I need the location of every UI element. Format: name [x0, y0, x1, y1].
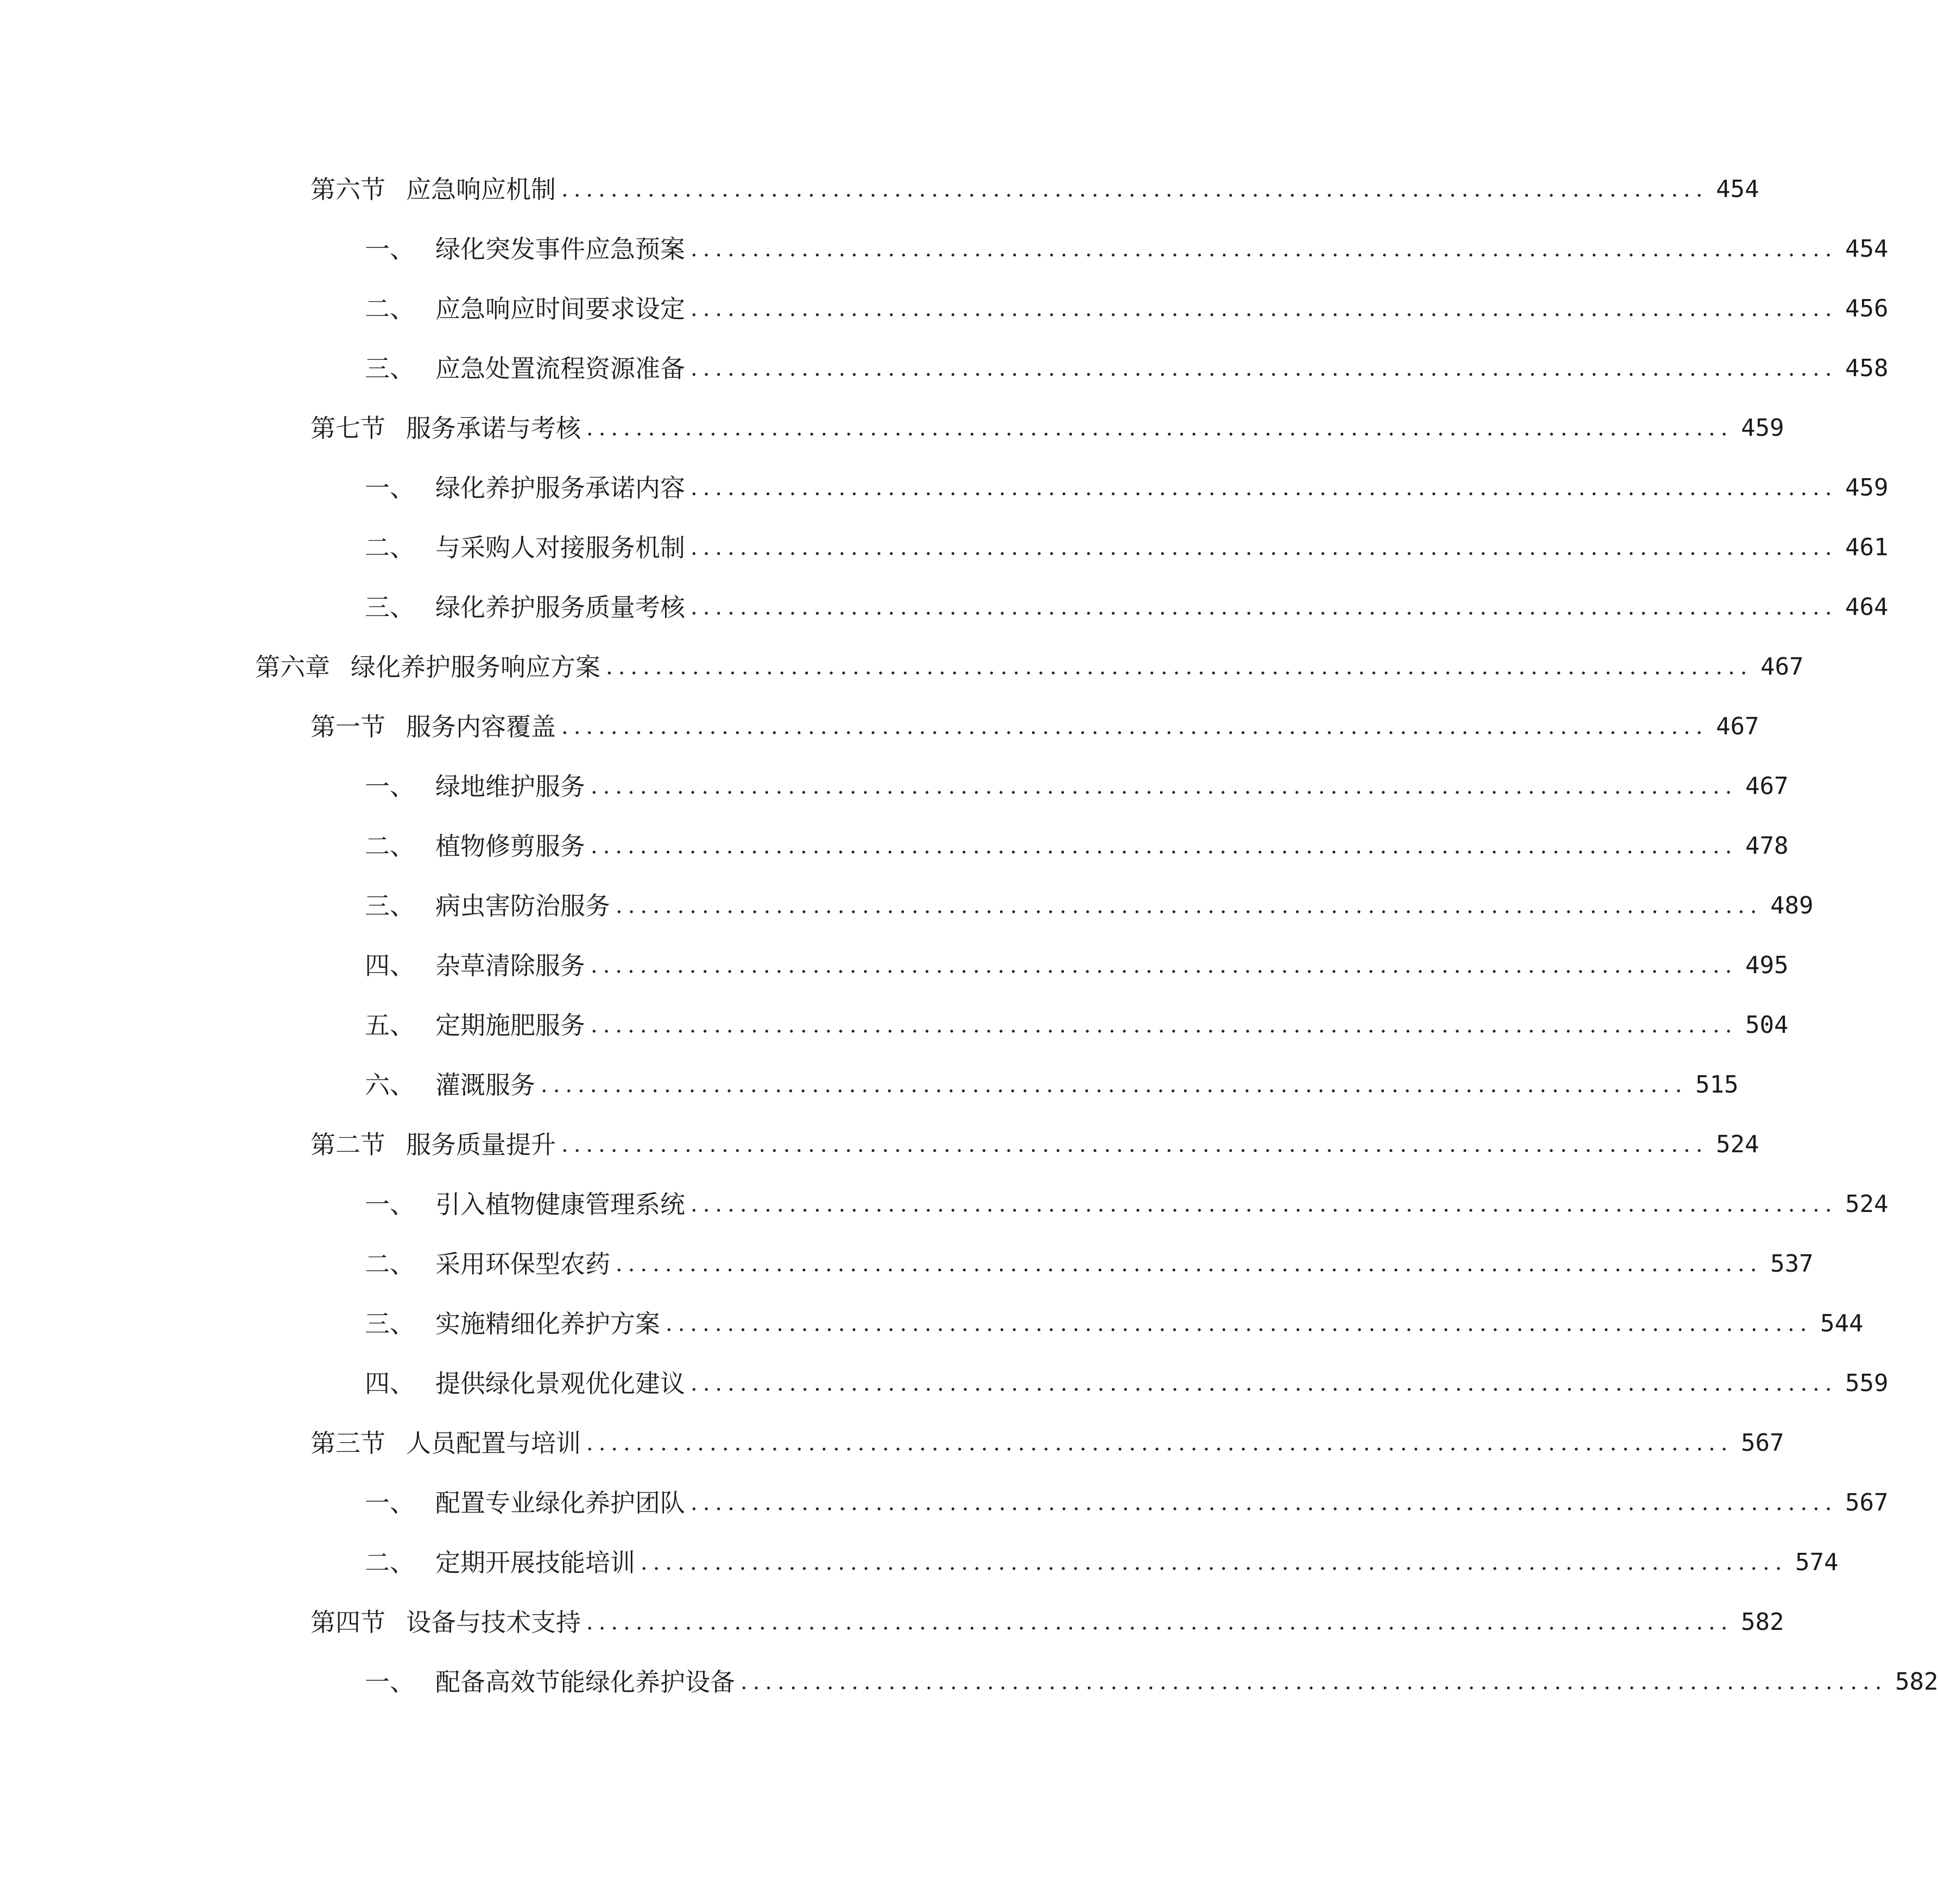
toc-entry-page: 467 — [1760, 653, 1804, 681]
toc-entry-number: 六、 — [365, 1070, 415, 1100]
toc-entry-title: 服务内容覆盖 — [406, 712, 556, 741]
toc-entry-title: 绿化养护服务响应方案 — [351, 652, 600, 682]
toc-entry-page: 582 — [1741, 1608, 1784, 1636]
dot-leader: ............................................................................................. — [691, 237, 1838, 262]
toc-entry-number: 一、 — [365, 473, 415, 503]
dot-leader: ............................................................................................. — [641, 1550, 1788, 1575]
toc-entry[interactable] — [365, 529, 1889, 567]
toc-entry-title: 与采购人对接服务机制 — [435, 533, 685, 562]
toc-entry-title: 采用环保型农药 — [435, 1249, 610, 1279]
toc-entry-title: 配备高效节能绿化养护设备 — [435, 1667, 735, 1697]
toc-entry-title: 应急处置流程资源准备 — [435, 354, 685, 383]
toc-entry-page: 458 — [1845, 354, 1889, 382]
toc-entry-page: 567 — [1845, 1489, 1889, 1516]
toc-entry-number: 三、 — [365, 891, 415, 921]
toc-entry-number: 一、 — [365, 772, 415, 801]
toc-entry-number: 二、 — [365, 294, 415, 323]
toc-entry-title: 提供绿化景观优化建议 — [435, 1369, 685, 1398]
dot-leader: ............................................................................................. — [666, 1311, 1813, 1336]
toc-entry[interactable] — [365, 230, 1889, 268]
toc-entry-number: 二、 — [365, 1548, 415, 1577]
toc-entry-page: 559 — [1845, 1369, 1889, 1397]
toc-entry-title: 应急响应时间要求设定 — [435, 294, 685, 323]
toc-entry[interactable] — [311, 708, 1759, 746]
toc-entry[interactable] — [365, 1364, 1889, 1402]
toc-entry-title: 应急响应机制 — [406, 175, 556, 204]
toc-entry[interactable] — [365, 1066, 1739, 1104]
toc-entry-number: 二、 — [365, 832, 415, 861]
toc-entry[interactable] — [311, 1126, 1759, 1164]
toc-entry-page: 524 — [1716, 1131, 1759, 1158]
dot-leader: ............................................................................................. — [691, 1192, 1838, 1217]
dot-leader: ............................................................................................. — [616, 1252, 1763, 1277]
toc-entry[interactable] — [365, 469, 1889, 507]
toc-entry-title: 灌溉服务 — [435, 1070, 535, 1100]
toc-entry[interactable] — [365, 1484, 1889, 1522]
toc-entry-number: 五、 — [365, 1011, 415, 1040]
toc-entry-number: 四、 — [365, 1369, 415, 1398]
dot-leader: ............................................................................................. — [691, 356, 1838, 381]
toc-entry-title: 杂草清除服务 — [435, 951, 585, 980]
dot-leader: ............................................................................................. — [606, 655, 1753, 680]
toc-entry-title: 病虫害防治服务 — [435, 891, 610, 921]
toc-entry-title: 绿地维护服务 — [435, 772, 585, 801]
toc-entry-page: 515 — [1695, 1071, 1739, 1099]
dot-leader: ............................................................................................. — [691, 595, 1838, 620]
dot-leader: ............................................................................................. — [740, 1670, 1888, 1694]
toc-entry-number: 四、 — [365, 951, 415, 980]
toc-entry-number: 第七节 — [311, 414, 385, 443]
toc-entry-page: 504 — [1745, 1011, 1789, 1039]
toc-entry-title: 植物修剪服务 — [435, 832, 585, 861]
toc-entry-number: 三、 — [365, 354, 415, 383]
dot-leader: ............................................................................................. — [691, 475, 1838, 500]
dot-leader: ............................................................................................. — [691, 1371, 1838, 1396]
toc-entry-number: 一、 — [365, 1667, 415, 1697]
toc-entry-page: 459 — [1845, 474, 1889, 502]
toc-entry-title: 定期施肥服务 — [435, 1011, 585, 1040]
toc-entry-page: 467 — [1716, 713, 1759, 740]
toc-entry-number: 第六章 — [255, 652, 330, 682]
toc-entry-number: 一、 — [365, 1488, 415, 1518]
dot-leader: ............................................................................................. — [616, 893, 1763, 918]
toc-entry-number: 第四节 — [311, 1608, 385, 1637]
toc-entry[interactable] — [311, 409, 1784, 447]
toc-entry-title: 服务质量提升 — [406, 1130, 556, 1159]
dot-leader: ............................................................................................. — [586, 416, 1733, 441]
toc-entry-page: 459 — [1741, 414, 1784, 442]
toc-entry[interactable] — [365, 588, 1889, 626]
dot-leader: ............................................................................................. — [541, 1072, 1688, 1097]
toc-entry-page: 464 — [1845, 593, 1889, 621]
toc-entry-title: 服务承诺与考核 — [406, 414, 581, 443]
toc-entry-title: 绿化养护服务质量考核 — [435, 593, 685, 622]
toc-entry-page: 544 — [1820, 1310, 1864, 1337]
toc-entry-page: 478 — [1745, 832, 1789, 860]
dot-leader: ............................................................................................. — [586, 1610, 1733, 1635]
toc-entry-title: 设备与技术支持 — [406, 1608, 581, 1637]
toc-entry-title: 绿化养护服务承诺内容 — [435, 473, 685, 503]
dot-leader: ............................................................................................. — [561, 714, 1708, 739]
toc-entry[interactable] — [365, 350, 1889, 388]
toc-entry-number: 三、 — [365, 593, 415, 622]
toc-entry[interactable] — [365, 947, 1789, 985]
toc-entry[interactable] — [311, 170, 1759, 208]
toc-entry-page: 567 — [1741, 1429, 1784, 1457]
toc-entry-title: 定期开展技能培训 — [435, 1548, 635, 1577]
toc-entry[interactable] — [311, 1424, 1784, 1462]
toc-entry-page: 582 — [1895, 1668, 1938, 1696]
toc-entry-number: 第三节 — [311, 1429, 385, 1458]
toc-entry-title: 配置专业绿化养护团队 — [435, 1488, 685, 1518]
toc-entry-number: 二、 — [365, 1249, 415, 1279]
toc-entry-page: 467 — [1745, 772, 1789, 800]
dot-leader: ............................................................................................. — [691, 535, 1838, 560]
dot-leader: ............................................................................................. — [591, 1013, 1738, 1038]
toc-entry-number: 第一节 — [311, 712, 385, 741]
toc-entry-title: 人员配置与培训 — [406, 1429, 581, 1458]
toc-entry[interactable] — [365, 1305, 1864, 1343]
dot-leader: ............................................................................................. — [691, 296, 1838, 321]
toc-entry-page: 495 — [1745, 951, 1789, 979]
toc-entry[interactable] — [365, 1006, 1789, 1044]
toc-entry-number: 一、 — [365, 234, 415, 264]
toc-entry-chapter[interactable] — [255, 648, 1804, 686]
toc-entry-page: 456 — [1845, 295, 1889, 322]
dot-leader: ............................................................................................. — [586, 1431, 1733, 1456]
toc-entry-page: 461 — [1845, 534, 1889, 561]
toc-entry-number: 第六节 — [311, 175, 385, 204]
toc-entry-title: 引入植物健康管理系统 — [435, 1190, 685, 1219]
toc-entry-page: 524 — [1845, 1190, 1889, 1218]
toc-entry[interactable] — [365, 1245, 1814, 1283]
toc-entry[interactable] — [365, 1544, 1839, 1582]
toc-entry-page: 537 — [1770, 1250, 1814, 1278]
dot-leader: ............................................................................................. — [561, 1132, 1708, 1157]
toc-entry-title: 绿化突发事件应急预案 — [435, 234, 685, 264]
toc-entry[interactable] — [365, 290, 1889, 328]
toc-entry[interactable] — [311, 1603, 1784, 1641]
toc-entry[interactable] — [365, 887, 1814, 925]
toc-entry-page: 489 — [1770, 892, 1814, 919]
toc-entry-number: 三、 — [365, 1309, 415, 1338]
toc-entry[interactable] — [365, 767, 1789, 805]
toc-entry[interactable] — [365, 1185, 1889, 1223]
toc-entry-page: 454 — [1845, 235, 1889, 263]
dot-leader: ............................................................................................. — [561, 177, 1708, 202]
toc-entry-page: 574 — [1795, 1548, 1839, 1576]
dot-leader: ............................................................................................. — [591, 953, 1738, 978]
toc-entry-number: 一、 — [365, 1190, 415, 1219]
toc-entry-title: 实施精细化养护方案 — [435, 1309, 660, 1338]
toc-entry[interactable] — [365, 827, 1789, 865]
toc-entry-number: 第二节 — [311, 1130, 385, 1159]
toc-entry-number: 二、 — [365, 533, 415, 562]
toc-entry-page: 454 — [1716, 175, 1759, 203]
toc-entry[interactable] — [365, 1663, 1938, 1701]
dot-leader: ............................................................................................. — [691, 1490, 1838, 1515]
dot-leader: ............................................................................................. — [591, 834, 1738, 859]
dot-leader: ............................................................................................. — [591, 774, 1738, 799]
